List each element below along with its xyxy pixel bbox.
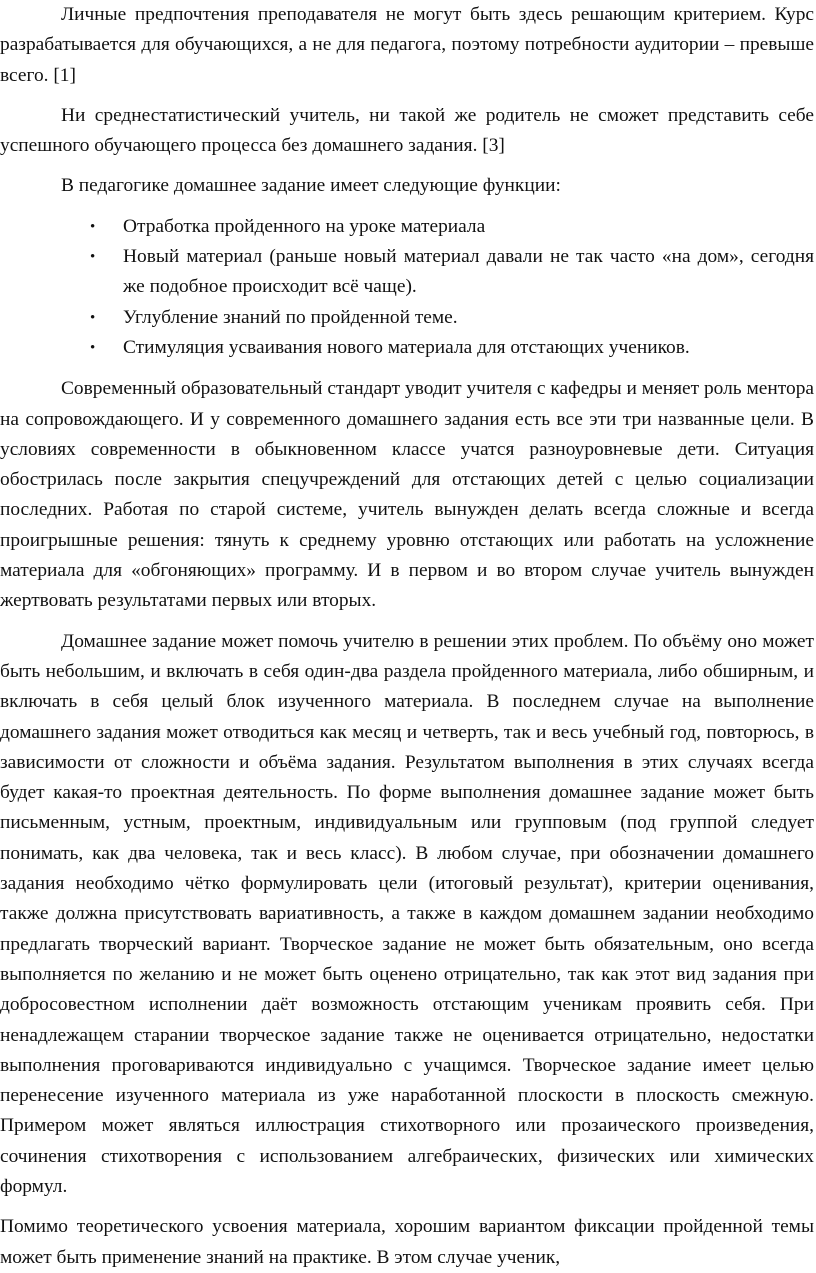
- list-item-text: Отработка пройденного на уроке материала: [123, 215, 486, 237]
- list-item: [0, 333, 814, 363]
- list-item-text: Новый материал (раньше новый материал давали не так часто «на дом», сегодня же подобное происходит всё чаще).: [123, 246, 814, 298]
- bullet-icon: •: [90, 218, 96, 235]
- list-item-text: Углубление знаний по пройденной теме.: [123, 306, 458, 328]
- paragraph-functions-intro: В педагогике домашнее задание имеет следующие функции:: [61, 175, 561, 197]
- list-item-text: Стимуляция усваивания нового материала для отстающих учеников.: [123, 336, 690, 358]
- paragraph-modern-standard: Современный образовательный стандарт уводит учителя с кафедры и меняет роль ментора на сопровождающего. И у современного домашнего задания есть все эти три названные цели. В условиях современности в обыкновенном классе учатся разноуровневые дети. Ситуация обострилась после закрытия спецучреждений для отстающих детей с целью социализации последних. Работая по старой системе, учитель вынужден делать всегда сложные и всегда проигрышные решения: тянуть к среднему уровню отстающих или работать на усложнение материала для «обгоняющих» программу. И в первом и во втором случае учитель вынужден жертвовать результатами первых или вторых.: [0, 378, 814, 612]
- list-item: [0, 242, 814, 303]
- paragraph-practice: Помимо теоретического усвоения материала, хорошим вариантом фиксации пройденной темы может быть применение знаний на практике. В этом случае ученик,: [0, 1216, 814, 1268]
- list-item: [0, 212, 814, 242]
- functions-list: [0, 212, 814, 363]
- bullet-icon: •: [90, 339, 96, 356]
- list-item: [0, 303, 814, 333]
- bullet-icon: •: [90, 309, 96, 326]
- paragraph-homework-solution: Домашнее задание может помочь учителю в решении этих проблем. По объёму оно может быть небольшим, и включать в себя один-два раздела пройденного материала, либо обширным, и включать в себя целый блок изученного материала. В последнем случае на выполнение домашнего задания может отводиться как месяц и четверть, так и весь учебный год, повторюсь, в зависимости от сложности и объёма задания. Результатом выполнения в этих случаях всегда будет какая-то проектная деятельность. По форме выполнения домашнее задание может быть письменным, устным, проектным, индивидуальным или групповым (под группой следует понимать, как два человека, так и весь класс). В любом случае, при обозначении домашнего задания необходимо чётко формулировать цели (итоговый результат), критерии оценивания, также должна присутствовать вариативность, а также в каждом домашнем задании необходимо предлагать творческий вариант. Творческое задание не может быть обязательным, оно всегда выполняется по желанию и не может быть оценено отрицательно, так как этот вид задания при добросовестном исполнении даёт возможность отстающим ученикам проявить себя. При ненадлежащем старании творческое задание также не оценивается отрицательно, недостатки выполнения проговариваются индивидуально с учащимся. Творческое задание имеет целью перенесение изученного материала из уже наработанной плоскости в плоскость смежную. Примером может являться иллюстрация стихотворного или прозаического произведения, сочинения стихотворения с использованием алгебраических, физических или химических формул.: [0, 630, 814, 1197]
- paragraph-homework-necessity: Ни среднестатистический учитель, ни такой же родитель не сможет представить себе успешного обучающего процесса без домашнего задания. [3]: [0, 104, 814, 157]
- bullet-icon: •: [90, 249, 96, 266]
- paragraph-preferences: Личные предпочтения преподавателя не могут быть здесь решающим критерием. Курс разрабатывается для обучающихся, а не для педагога, поэтому потребности аудитории – превыше всего. [1]: [0, 4, 814, 86]
